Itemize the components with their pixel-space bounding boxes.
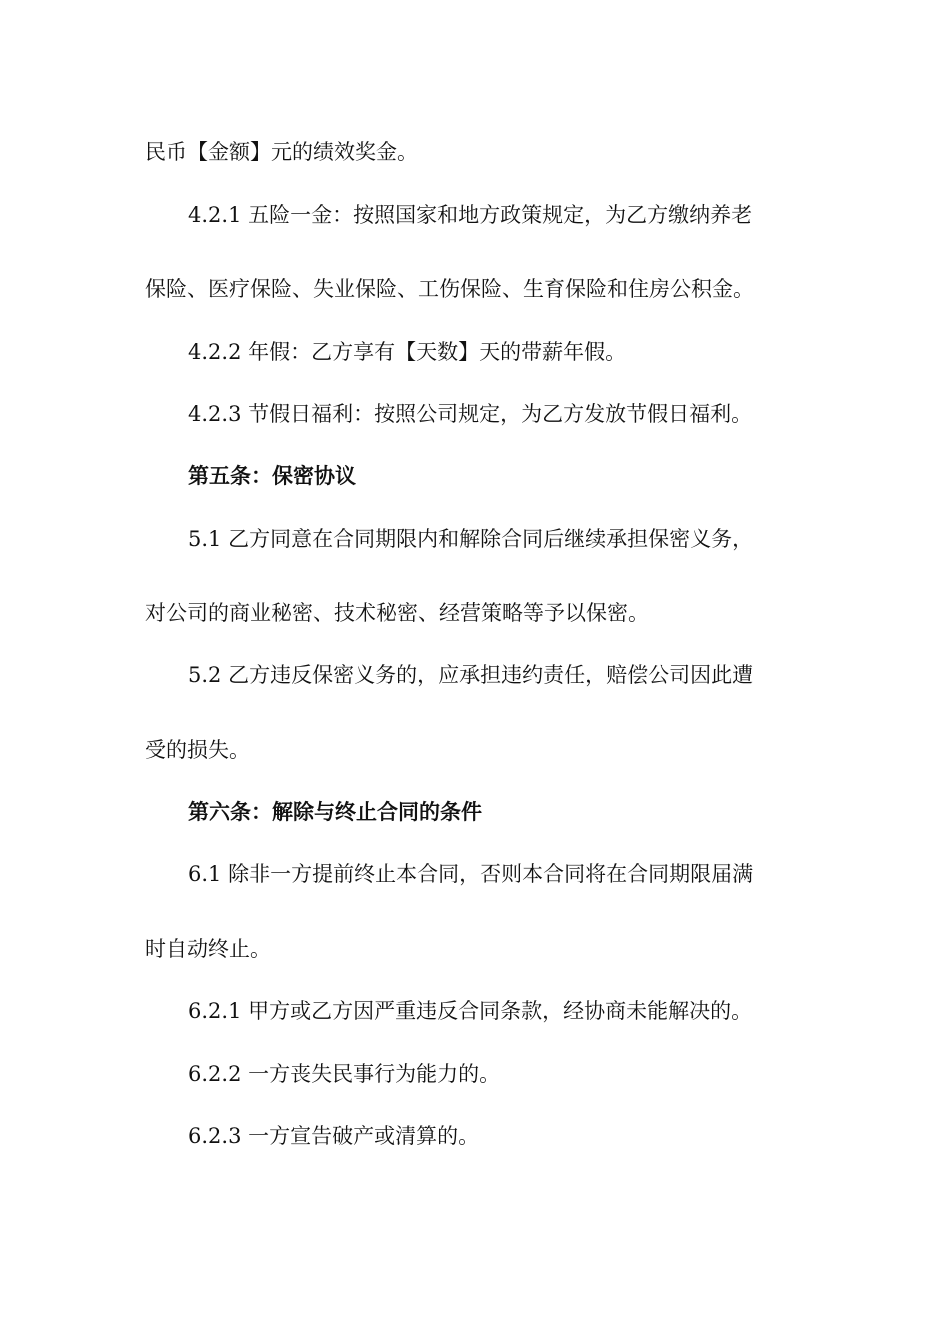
section-heading: 第六条：解除与终止合同的条件 (188, 800, 482, 824)
text-line: 受的损失。 (145, 738, 250, 762)
text-line: 6.2.2 一方丧失民事行为能力的。 (188, 1062, 501, 1086)
text-line: 5.1 乙方同意在合同期限内和解除合同后继续承担保密义务， (188, 527, 754, 551)
text-line: 保险、医疗保险、失业保险、工伤保险、生育保险和住房公积金。 (145, 277, 754, 301)
text-line: 时自动终止。 (145, 937, 271, 961)
text-line: 6.2.1 甲方或乙方因严重违反合同条款，经协商未能解决的。 (188, 999, 753, 1023)
text-line: 6.1 除非一方提前终止本合同，否则本合同将在合同期限届满 (188, 862, 754, 886)
text-line: 5.2 乙方违反保密义务的，应承担违约责任，赔偿公司因此遭 (188, 663, 754, 687)
text-line: 民币【金额】元的绩效奖金。 (145, 140, 418, 164)
text-line: 对公司的商业秘密、技术秘密、经营策略等予以保密。 (145, 601, 649, 625)
text-line: 6.2.3 一方宣告破产或清算的。 (188, 1124, 480, 1148)
text-line: 4.2.2 年假：乙方享有【天数】天的带薪年假。 (188, 340, 627, 364)
section-heading: 第五条：保密协议 (188, 464, 356, 488)
text-line: 4.2.1 五险一金：按照国家和地方政策规定，为乙方缴纳养老 (188, 203, 753, 227)
text-line: 4.2.3 节假日福利：按照公司规定，为乙方发放节假日福利。 (188, 402, 753, 426)
